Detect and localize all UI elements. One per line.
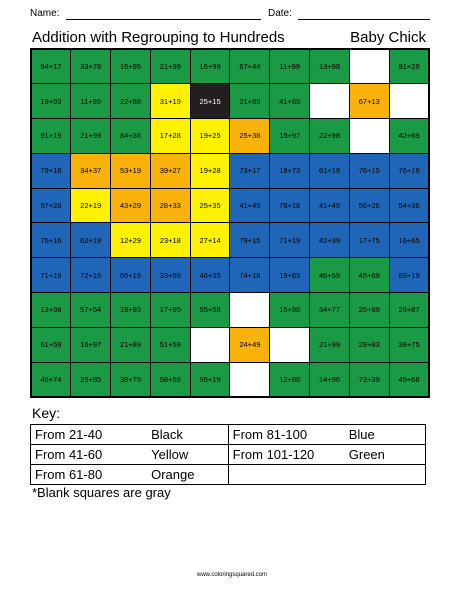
grid-cell[interactable]: 22+98 (309, 118, 350, 154)
date-line[interactable] (298, 19, 430, 20)
grid-cell[interactable]: 71+19 (269, 222, 310, 258)
grid-cell[interactable]: 69+19 (389, 257, 430, 293)
grid-cell[interactable]: 55+58 (190, 292, 231, 328)
grid-cell[interactable]: 45+69 (349, 257, 390, 293)
grid-cell[interactable]: 96+19 (190, 362, 231, 398)
grid-cell[interactable]: 57+54 (70, 292, 111, 328)
grid-cell[interactable]: 71+19 (31, 257, 72, 293)
grid-cell[interactable]: 79+15 (229, 222, 270, 258)
grid-cell[interactable] (309, 83, 350, 119)
grid-cell[interactable]: 15+97 (269, 118, 310, 154)
grid-cell[interactable]: 91+19 (31, 118, 72, 154)
grid-cell[interactable]: 25+35 (190, 188, 231, 224)
grid-cell[interactable]: 73+17 (229, 153, 270, 189)
grid-cell[interactable]: 67+44 (229, 49, 270, 85)
grid-cell[interactable]: 16+95 (110, 49, 151, 85)
grid-cell[interactable]: 45+68 (389, 362, 430, 398)
key-range: From 61-80 (31, 465, 148, 485)
date-label: Date: (268, 8, 292, 19)
grid-cell[interactable]: 17+75 (349, 222, 390, 258)
grid-cell[interactable]: 13+98 (309, 49, 350, 85)
grid-cell[interactable]: 26+87 (389, 292, 430, 328)
grid-cell[interactable]: 43+29 (110, 188, 151, 224)
grid-cell[interactable]: 46+35 (190, 257, 231, 293)
name-label: Name: (30, 8, 60, 19)
grid-cell[interactable] (349, 49, 390, 85)
grid-cell[interactable]: 24+49 (229, 327, 270, 363)
grid-cell[interactable]: 14+96 (309, 362, 350, 398)
grid-cell[interactable]: 76+15 (349, 153, 390, 189)
blank-note: *Blank squares are gray (32, 485, 171, 500)
grid-cell[interactable]: 19+28 (190, 153, 231, 189)
grid-cell[interactable]: 23+18 (150, 222, 191, 258)
grid-cell[interactable]: 28+83 (349, 327, 390, 363)
grid-cell[interactable]: 26+89 (349, 292, 390, 328)
grid-cell[interactable]: 91+29 (389, 49, 430, 85)
grid-cell[interactable]: 62+19 (70, 222, 111, 258)
footer-url: www.coloringsquared.com (196, 572, 268, 578)
title-bar (30, 28, 430, 48)
grid-cell[interactable]: 11+99 (269, 49, 310, 85)
key-color (345, 465, 426, 485)
grid-cell[interactable]: 19+25 (190, 118, 231, 154)
name-line[interactable] (66, 19, 261, 20)
grid-cell[interactable]: 22+88 (110, 83, 151, 119)
key-range (228, 465, 345, 485)
grid-cell[interactable]: 56+26 (349, 188, 390, 224)
worksheet-title: Addition with Regrouping to Hundreds (32, 29, 285, 46)
grid-cell[interactable] (229, 292, 270, 328)
grid-cell[interactable]: 66+19 (110, 257, 151, 293)
grid-cell[interactable]: 75+16 (31, 222, 72, 258)
grid-cell[interactable]: 33+59 (150, 257, 191, 293)
grid-cell[interactable]: 19+93 (31, 83, 72, 119)
grid-cell[interactable]: 41+49 (229, 188, 270, 224)
grid-cell[interactable]: 33+78 (70, 49, 111, 85)
grid-cell[interactable]: 67+13 (349, 83, 390, 119)
grid-cell[interactable] (389, 83, 430, 119)
grid-cell[interactable]: 25+38 (229, 118, 270, 154)
grid-cell[interactable]: 58+59 (150, 362, 191, 398)
grid-cell[interactable]: 11+99 (70, 83, 111, 119)
grid-cell[interactable]: 94+17 (31, 49, 72, 85)
grid-cell[interactable]: 13+98 (31, 292, 72, 328)
grid-cell[interactable]: 16+97 (70, 327, 111, 363)
grid-cell[interactable]: 39+27 (150, 153, 191, 189)
grid-cell[interactable]: 21+89 (110, 327, 151, 363)
grid-cell[interactable]: 79+18 (31, 153, 72, 189)
key-color: Green (345, 445, 426, 465)
key-range: From 41-60 (31, 445, 148, 465)
grid-cell[interactable]: 25+85 (70, 362, 111, 398)
key-range: From 21-40 (31, 425, 148, 445)
grid-cell[interactable] (349, 118, 390, 154)
grid-cell[interactable] (269, 327, 310, 363)
grid-cell[interactable]: 28+33 (150, 188, 191, 224)
key-range: From 101-120 (228, 445, 345, 465)
grid-cell[interactable]: 16+99 (190, 49, 231, 85)
key-color: Orange (147, 465, 228, 485)
grid-cell[interactable]: 51+59 (150, 327, 191, 363)
grid-cell[interactable]: 57+28 (31, 188, 72, 224)
grid-cell[interactable]: 21+99 (309, 327, 350, 363)
grid-cell[interactable]: 54+36 (389, 188, 430, 224)
grid-cell[interactable]: 38+79 (110, 362, 151, 398)
key-color: Blue (345, 425, 426, 445)
grid-cell[interactable]: 31+19 (150, 83, 191, 119)
key-color: Yellow (147, 445, 228, 465)
grid-cell[interactable]: 17+95 (150, 292, 191, 328)
grid-cell[interactable]: 76+19 (389, 153, 430, 189)
key-row (31, 425, 426, 445)
grid-cell[interactable]: 18+73 (269, 153, 310, 189)
grid-cell[interactable]: 22+19 (70, 188, 111, 224)
grid-cell[interactable] (190, 327, 231, 363)
grid-cell[interactable]: 42+39 (309, 222, 350, 258)
grid-cell[interactable]: 34+37 (70, 153, 111, 189)
grid-cell[interactable] (229, 362, 270, 398)
grid-cell[interactable]: 19+63 (269, 257, 310, 293)
header (30, 8, 430, 22)
puzzle-grid (30, 48, 430, 398)
grid-cell[interactable]: 74+18 (229, 257, 270, 293)
grid-cell[interactable]: 46+59 (309, 257, 350, 293)
grid-cell[interactable]: 41+69 (269, 83, 310, 119)
grid-cell[interactable]: 61+19 (309, 153, 350, 189)
grid-cell[interactable]: 34+77 (309, 292, 350, 328)
grid-cell[interactable]: 46+74 (31, 362, 72, 398)
key-color: Black (147, 425, 228, 445)
key-row (31, 465, 426, 485)
grid-cell[interactable]: 84+36 (110, 118, 151, 154)
key-range: From 81-100 (228, 425, 345, 445)
grid-cell[interactable]: 41+49 (309, 188, 350, 224)
grid-cell[interactable]: 42+69 (389, 118, 430, 154)
grid-cell[interactable]: 21+99 (150, 49, 191, 85)
grid-cell[interactable]: 73+39 (349, 362, 390, 398)
grid-cell[interactable]: 61+59 (31, 327, 72, 363)
key-title: Key: (32, 405, 61, 421)
grid-cell[interactable]: 21+89 (229, 83, 270, 119)
grid-cell[interactable]: 17+28 (150, 118, 191, 154)
worksheet-subtitle: Baby Chick (350, 29, 426, 46)
color-key-table (30, 424, 426, 485)
grid-cell[interactable]: 76+18 (269, 188, 310, 224)
key-row (31, 445, 426, 465)
grid-cell[interactable]: 16+65 (389, 222, 430, 258)
grid-cell[interactable]: 19+93 (110, 292, 151, 328)
grid-cell[interactable]: 12+98 (269, 362, 310, 398)
grid-cell[interactable]: 12+29 (110, 222, 151, 258)
grid-cell[interactable]: 72+19 (70, 257, 111, 293)
grid-cell[interactable]: 25+15 (190, 83, 231, 119)
grid-cell[interactable]: 27+14 (190, 222, 231, 258)
grid-cell[interactable]: 38+75 (389, 327, 430, 363)
grid-cell[interactable]: 21+99 (70, 118, 111, 154)
grid-cell[interactable]: 15+98 (269, 292, 310, 328)
grid-cell[interactable]: 53+19 (110, 153, 151, 189)
